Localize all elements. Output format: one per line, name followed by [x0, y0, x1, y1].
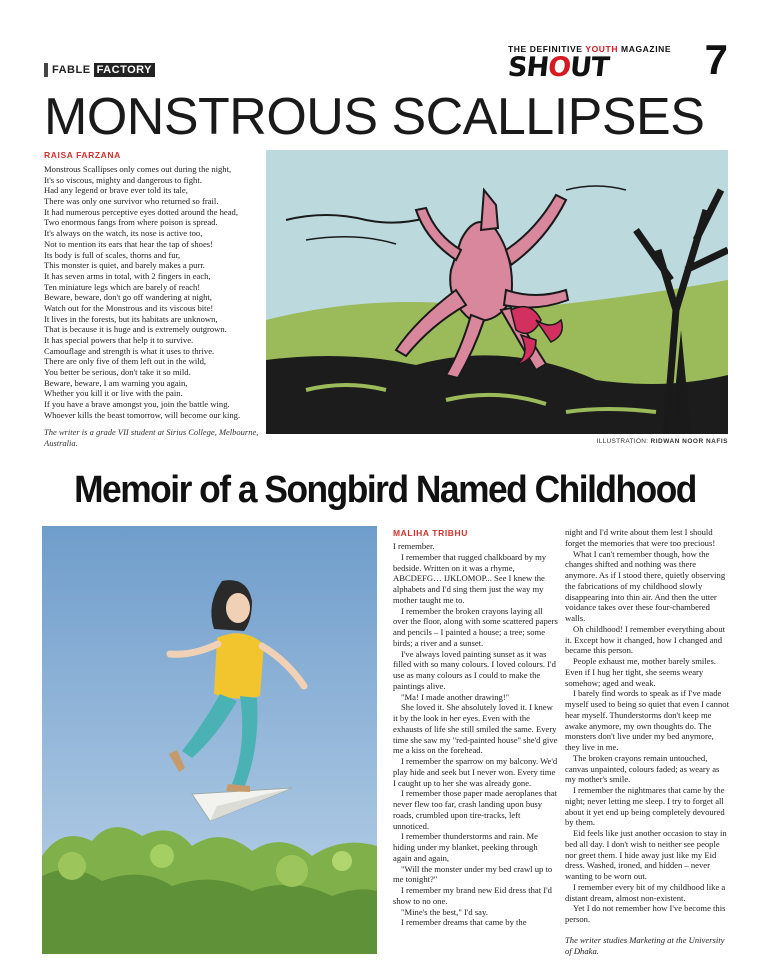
poem-line: That is because it is huge and is extremely outgrown. — [44, 324, 227, 335]
monster-illustration — [266, 150, 728, 434]
poem-line: You better be serious, don't take it so mild. — [44, 367, 191, 378]
poem-line: This monster is quiet, and barely makes a purr. — [44, 260, 205, 271]
article-title: MONSTROUS SCALLIPSES — [44, 88, 705, 146]
article-body-column-1 — [393, 541, 558, 928]
poem-line: Watch out for the Monstrous and its viscous bite! — [44, 302, 214, 313]
poem-line: If you have a brave amongst you, join the battle wing. — [44, 399, 230, 410]
poem-body — [44, 164, 264, 421]
paragraph: I've always loved painting sunset as it was filled with so many colours. I loved colours. I'd use as many colours as I could to make the paintings alive. — [393, 648, 556, 691]
paragraph: Oh childhood! I remember everything about it. Except how it changed, how I changed and became this person. — [565, 623, 726, 656]
shout-logo-eye-icon: O — [546, 52, 572, 83]
paragraph: I remember those paper made aeroplanes that never flew too far, crash landing upon busy roads, crumbled upon tire-tracks, left unnoticed. — [393, 788, 558, 831]
paragraph: Yet I do not remember how I've become this person. — [565, 903, 726, 924]
paragraph: I barely find words to speak as if I've made myself used to being so quiet that even I cannot hear myself. Thunderstorms don't keep me awake anymore, my own thoughts do. The monsters don't live under my bed anymore, they live in me. — [565, 688, 729, 752]
masthead — [506, 36, 728, 86]
section-label-factory: FACTORY — [94, 63, 155, 77]
paragraph: "Mine's the best," I'd say. — [401, 906, 488, 917]
paragraph: I remember the broken crayons laying all over the floor, along with some scattered papers and pencils – I painted a house; a tree; some birds; a river and a sunset. — [393, 605, 558, 648]
girl-paper-plane-illustration — [42, 526, 377, 954]
poem-line: It's so viscous, mighty and dangerous to fight. — [44, 174, 202, 185]
paragraph: Eid feels like just another occasion to stay in bed all day. I don't wish to neither see people nor greet them. I hide away just like my Eid dress. Washed, ironed, and hidden – never wanting to be worn out. — [565, 828, 727, 881]
poem-line: It has seven arms in total, with 2 fingers in each, — [44, 270, 211, 281]
poem-line: It lives in the forests, but its habitats are unknown, — [44, 313, 218, 324]
paragraph: I remember thunderstorms and rain. Me hiding under my blanket, peeking through again and again, — [393, 831, 538, 863]
poem-line: Whether you kill it or live with the pain. — [44, 388, 183, 399]
poem-line: Monstrous Scallipses only comes out during the night, — [44, 164, 232, 174]
poem-line: Beware, beware, don't go off wandering at night, — [44, 292, 212, 303]
poem-line: Camouflage and strength is what it uses to thrive. — [44, 345, 215, 356]
article-body-column-2 — [565, 527, 730, 956]
paragraph: I remember the sparrow on my balcony. We'd play hide and seek but I never won. Every time I caught up to her she was already gone. — [393, 756, 558, 788]
poem-line: Its body is full of scales, thorns and fur, — [44, 249, 181, 260]
poem-line: There are only five of them left out in the wild, — [44, 356, 207, 367]
section-label-fable: FABLE — [52, 64, 91, 76]
paragraph: I remember the nightmares that came by the night; never letting me sleep. I try to forget all about it yet end up being completely devoured by them. — [565, 785, 725, 828]
article-title-2: Memoir of a Songbird Named Childhood — [74, 469, 696, 511]
poem-line: It had numerous perceptive eyes dotted around the head, — [44, 206, 239, 217]
paragraph: What I can't remember though, how the changes shifted and nothing was there anymore. As if I stood there, quietly observing the fabrications of my childhood slowly disappearing into thin air. And then the utter voidance takes over these four-chambered walls. — [565, 548, 726, 623]
author-note: The writer is a grade VII student at Sirius College, Melbourne, Australia. — [44, 427, 259, 448]
article-byline: RAISA FARZANA — [44, 150, 121, 160]
poem-line: Not to mention its ears that hear the tap of shoes! — [44, 238, 213, 249]
paragraph: "Ma! I made another drawing!" — [401, 691, 510, 702]
paragraph: night and I'd write about them lest I should forget the memories that were too precious! — [565, 527, 716, 548]
section-marker — [44, 63, 48, 77]
paragraph: I remember that rugged chalkboard by my bedside. Written on it was a rhyme, ABCDEFG… IJKLOMOP... See I knew the alphabets and I'd sing them just the way my mother taught me to. — [393, 551, 547, 605]
paragraph: I remember every bit of my childhood like a distant dream, almost non-existent. — [565, 881, 726, 903]
poem-line: Ten miniature legs which are barely of reach! — [44, 281, 201, 292]
poem-line: Had any legend or brave ever told its tale, — [44, 185, 188, 196]
poem-line: It has special powers that help it to survive. — [44, 335, 194, 345]
article-byline-2: MALIHA TRIBHU — [393, 528, 469, 538]
paragraph: People exhaust me, mother barely smiles. Even if I hug her tight, she seems weary somehow; aged and weak. — [565, 656, 716, 688]
poem-line: Beware, beware, I am warning you again, — [44, 377, 188, 388]
author-note-2: The writer studies Marketing at the University of Dhaka. — [565, 934, 725, 956]
poem-line: Two enormous fangs from where poison is spread. — [44, 217, 218, 228]
paragraph: I remember my brand new Eid dress that I'd show to no one. — [393, 885, 552, 906]
paragraph: I remember. — [393, 541, 435, 551]
paragraph: She loved it. She absolutely loved it. I knew it by the look in her eyes. Even with the exhausts of life she still smiled the same. Every time she saw my "red-painted house" she'd give me a kiss on the forehead. — [393, 702, 558, 756]
masthead-tagline: THE DEFINITIVE YOUTH MAGAZINE — [508, 44, 672, 54]
illustration-credit: ILLUSTRATION: RIDWAN NOOR NAFIS — [596, 438, 728, 445]
poem-line: Whoever kills the beast tomorrow, will become our king. — [44, 409, 241, 420]
paragraph: The broken crayons remain untouched, canvas unpainted, colours faded; as weary as my mother's smile. — [565, 752, 720, 785]
paragraph: I remember dreams that came by the — [401, 917, 527, 928]
section-label — [44, 63, 155, 77]
poem-line: It's always on the watch, its nose is active too, — [44, 228, 203, 239]
paragraph: "Will the monster under my bed crawl up to me tonight?" — [393, 863, 553, 885]
poem-line: There was only one survivor who returned so frail. — [44, 196, 219, 207]
shout-logo: SHOUT — [506, 52, 611, 83]
page-number: 7 — [704, 36, 728, 83]
